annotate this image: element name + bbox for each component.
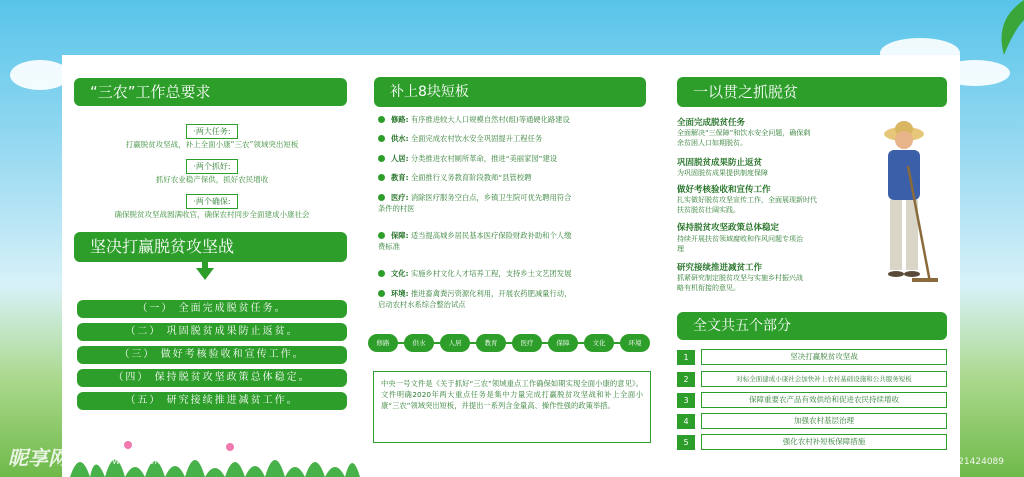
- part-number: 5: [677, 435, 695, 450]
- part-item: 加强农村基层治理: [701, 413, 947, 429]
- section-title: 做好考核验收和宣传工作: [677, 185, 771, 195]
- part-item: 对标全面建成小康社会加快补上农村基础设施和公共服务短板: [701, 371, 947, 387]
- three-rural-header: “三农”工作总要求: [74, 78, 347, 106]
- part-number: 2: [677, 372, 695, 387]
- poverty-header: 一以贯之抓脱贫: [677, 77, 947, 107]
- bullet-icon: [378, 232, 385, 239]
- section-title: 研究接续推进减贫工作: [677, 263, 763, 273]
- section-text: 抓紧研究制定脱贫攻坚与实施乡村振兴战 略有机衔接的意见。: [677, 274, 803, 292]
- shortboard-item: 环境: 推进畜禽粪污资源化利用，开展农药肥减量行动， 启动农村水系综合整治试点: [378, 289, 572, 309]
- bullet-icon: [378, 174, 385, 181]
- battle-item: （一） 全面完成脱贫任务。: [77, 300, 347, 318]
- pill: 文化: [584, 334, 614, 352]
- section-title: 保持脱贫攻坚政策总体稳定: [677, 223, 780, 233]
- battle-item: （四） 保持脱贫攻坚政策总体稳定。: [77, 369, 347, 387]
- tasks-tag: ·两大任务:: [186, 124, 237, 139]
- parts-header: 全文共五个部分: [677, 312, 947, 340]
- farmer-illustration: [868, 116, 940, 288]
- part-item: 强化农村补短板保障措施: [701, 434, 947, 450]
- eight-shortboards-header: 补上8块短板: [374, 77, 646, 107]
- leaf-decoration: [984, 0, 1024, 60]
- section-text: 为巩固脱贫成果提供制度保障: [677, 169, 768, 177]
- grasp-tag: ·两个抓好:: [186, 159, 237, 174]
- pill: 教育: [476, 334, 506, 352]
- pill: 供水: [404, 334, 434, 352]
- pill: 环境: [620, 334, 650, 352]
- battle-header: 坚决打赢脱贫攻坚战: [74, 232, 347, 262]
- shortboard-item: 人居: 分类推进农村厕所革命，推进“美丽家园”建设: [378, 153, 650, 164]
- ensure-block: [72, 189, 352, 221]
- section-text: 扎实做好脱贫攻坚宣传工作，全面展现新时代 扶贫脱贫壮阔实践。: [677, 196, 817, 214]
- bullet-icon: [378, 194, 385, 201]
- pill-row: [368, 334, 653, 354]
- shortboard-item: 供水: 全面完成农村饮水安全巩固提升工程任务: [378, 133, 650, 144]
- shortboard-item: 文化: 实施乡村文化人才培养工程，支持乡土文艺团发展: [378, 268, 650, 279]
- pill: 医疗: [512, 334, 542, 352]
- watermark-url: www.nipic.cn: [112, 456, 178, 467]
- battle-item: （五） 研究接续推进减贫工作。: [77, 392, 347, 410]
- pill: 保障: [548, 334, 578, 352]
- section-title: 全面完成脱贫任务: [677, 118, 746, 128]
- pill: 修路: [368, 334, 398, 352]
- tasks-block: [72, 119, 352, 151]
- grasp-text: 抓好农业稳产保供，抓好农民增收: [155, 175, 269, 184]
- grasp-block: [72, 154, 352, 186]
- ensure-text: 确保脱贫攻坚战圆满收官，确保农村同步全面建成小康社会: [114, 210, 310, 219]
- arrow-down-icon: [196, 268, 214, 280]
- summary-box: 中央一号文件是《关于抓好“三农”领域重点工作确保如期实现全面小康的意见》。文件明确2020年两大重点任务是集中力量完成打赢脱贫攻坚战和补上全面小康“三农”领域突出短板，并提出一系列含金量高、操作性强的政策举措。: [373, 371, 651, 443]
- pill: 人居: [440, 334, 470, 352]
- part-item: 保障重要农产品有效供给和促进农民持续增收: [701, 392, 947, 408]
- bullet-icon: [378, 135, 385, 142]
- shortboard-item: 医疗: 消除医疗服务空白点，乡镇卫生院可优先聘用符合 条件的村医: [378, 193, 572, 213]
- watermark-id: ID:6882334 NO:20200306201521424089: [817, 457, 1004, 467]
- bullet-icon: [378, 116, 385, 123]
- shortboard-item: 教育: 全面推行义务教育阶段教师“县管校聘: [378, 172, 650, 183]
- part-number: 4: [677, 414, 695, 429]
- ensure-tag: ·两个确保:: [186, 194, 237, 209]
- cloud: [10, 60, 70, 90]
- part-number: 3: [677, 393, 695, 408]
- bullet-icon: [378, 270, 385, 277]
- section-text: 持续开展扶贫领域腐败和作风问题专项治 理: [677, 235, 803, 253]
- part-number: 1: [677, 350, 695, 365]
- shortboard-item: 修路: 有序推进较大人口规模自然村(组)等通硬化路建设: [378, 114, 650, 125]
- part-item: 坚决打赢脱贫攻坚战: [701, 349, 947, 365]
- battle-item: （三） 做好考核验收和宣传工作。: [77, 346, 347, 364]
- watermark-logo: 昵享网: [8, 446, 68, 470]
- shortboard-item: 保障: 适当提高城乡居民基本医疗保险财政补助和个人缴 费标准: [378, 231, 572, 251]
- section-text: 全面解决“三保障”和饮水安全问题，确保剩 余贫困人口如期脱贫。: [677, 129, 811, 147]
- bullet-icon: [378, 290, 385, 297]
- bullet-icon: [378, 155, 385, 162]
- battle-item: （二） 巩固脱贫成果防止返贫。: [77, 323, 347, 341]
- section-title: 巩固脱贫成果防止返贫: [677, 158, 763, 168]
- tasks-text: 打赢脱贫攻坚战，补上全面小康“三农”领域突出短板: [125, 140, 299, 149]
